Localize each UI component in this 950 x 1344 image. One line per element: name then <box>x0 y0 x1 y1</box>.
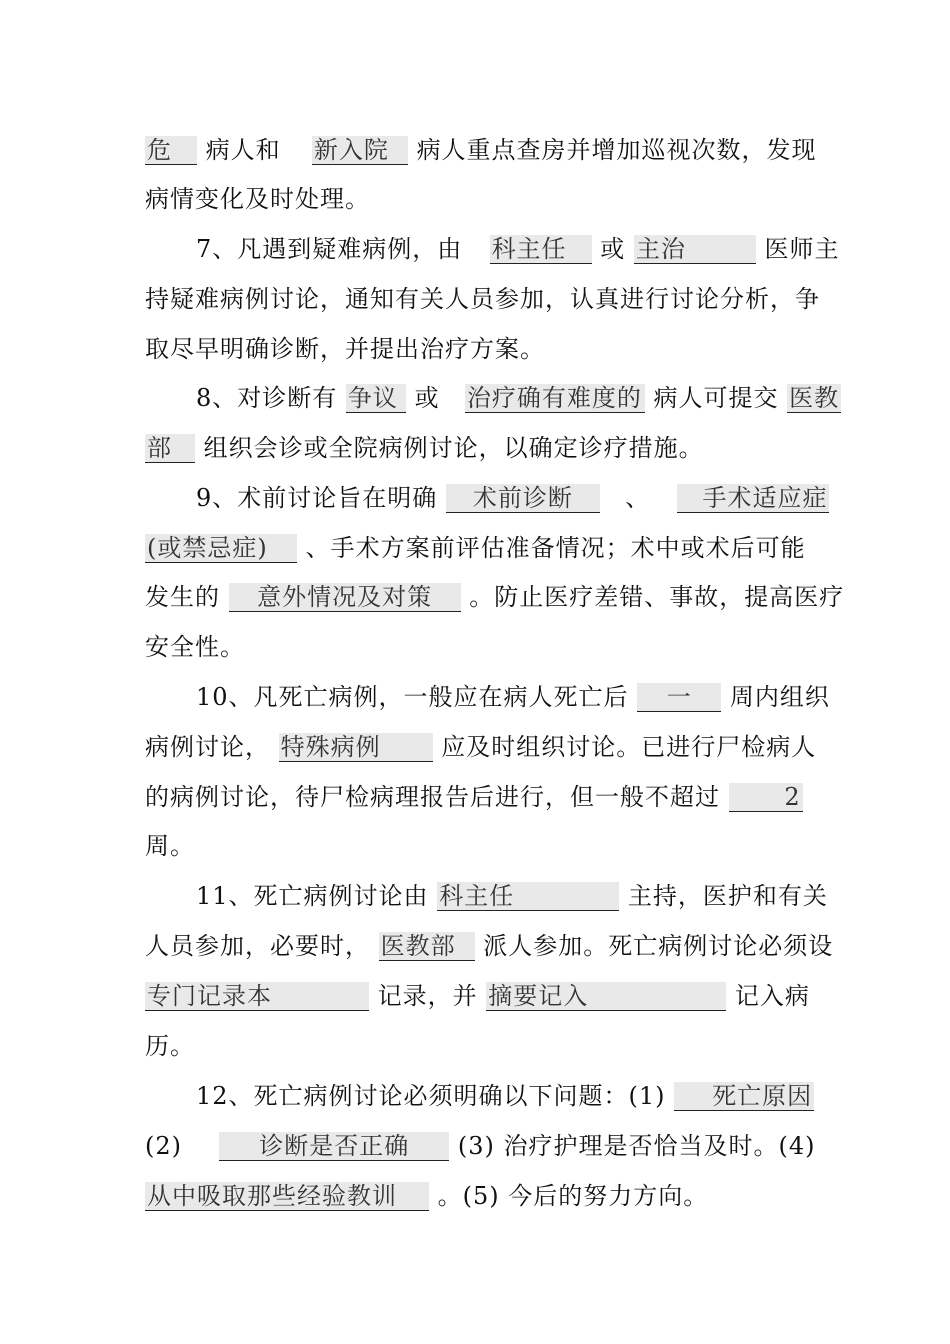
p6-line2: 病情变化及时处理。 <box>145 185 370 213</box>
p11-line3 <box>145 979 950 1013</box>
text: 12、死亡病例讨论必须明确以下问题：(1) <box>196 1082 666 1110</box>
text: 组织会诊或全院病例讨论，以确定诊疗措施。 <box>203 434 704 462</box>
text: 或 <box>600 235 626 263</box>
fill-blank: 特殊病例 <box>279 733 433 762</box>
p9-line4: 安全性。 <box>145 633 245 661</box>
p8-line2 <box>145 431 950 465</box>
text: 9、术前讨论旨在明确 <box>196 484 438 512</box>
text: 、 <box>625 484 651 512</box>
fill-blank: 死亡原因 <box>674 1082 814 1111</box>
text: 周内组织 <box>729 683 830 711</box>
text: 病人和 <box>205 136 281 164</box>
fill-blank: 2 <box>729 783 803 812</box>
fill-blank: 手术适应症 <box>677 484 829 513</box>
text: 人员参加，必要时， <box>145 932 370 960</box>
fill-blank: 新入院 <box>312 136 408 165</box>
p10-line1 <box>196 680 950 714</box>
fill-blank: 一 <box>637 683 721 712</box>
text: 的病例讨论，待尸检病理报告后进行，但一般不超过 <box>145 783 720 811</box>
text: 。防止医疗差错、事故，提高医疗 <box>469 583 845 611</box>
text: 主持，医护和有关 <box>627 882 828 910</box>
p11-line4: 历。 <box>145 1032 195 1060</box>
fill-blank: 治疗确有难度的 <box>465 384 645 413</box>
text: 或 <box>414 384 440 412</box>
fill-blank: 部 <box>145 434 195 463</box>
p12-line2 <box>145 1129 950 1163</box>
p12-line3 <box>145 1179 950 1213</box>
p10-line4: 周。 <box>145 832 195 860</box>
p11-line1 <box>196 879 950 913</box>
text: 派人参加。死亡病例讨论必须设 <box>483 932 834 960</box>
text: 11、死亡病例讨论由 <box>196 882 429 910</box>
text: 。(5) 今后的努力方向。 <box>437 1182 709 1210</box>
p7-line2: 持疑难病例讨论，通知有关人员参加，认真进行讨论分析，争 <box>145 285 820 313</box>
text: 8、对诊断有 <box>196 384 338 412</box>
p6-line1 <box>145 133 950 167</box>
fill-blank: 专门记录本 <box>145 982 369 1011</box>
fill-blank: 医教 <box>789 384 840 412</box>
text: 病例讨论， <box>145 733 270 761</box>
text: 、手术方案前评估准备情况；术中或术后可能 <box>305 534 806 562</box>
p11-line2 <box>145 929 950 963</box>
text: 记入病 <box>734 982 810 1010</box>
text: (3) 治疗护理是否恰当及时。(4) <box>457 1132 816 1160</box>
p9-line3 <box>145 580 950 614</box>
fill-blank: 医教部 <box>379 932 475 961</box>
p8-line1 <box>196 381 950 415</box>
text: 病人可提交 <box>653 384 779 412</box>
p10-line3 <box>145 780 950 814</box>
fill-blank: 主治 <box>634 235 756 264</box>
text: 医师主 <box>764 235 840 263</box>
p9-line2 <box>145 531 950 565</box>
text: 发生的 <box>145 583 220 611</box>
fill-blank: (或禁忌症) <box>145 534 297 563</box>
fill-blank: 意外情况及对策 <box>229 583 461 612</box>
fill-blank: 从中吸取那些经验教训 <box>145 1182 429 1211</box>
text: 记录，并 <box>377 982 478 1010</box>
fill-blank: 科主任 <box>437 882 619 911</box>
p7-line1 <box>196 232 950 266</box>
fill-blank: 诊断是否正确 <box>219 1132 449 1161</box>
fill-blank: 争议 <box>346 384 406 413</box>
p12-line1 <box>196 1079 950 1113</box>
text: 10、凡死亡病例，一般应在病人死亡后 <box>196 683 629 711</box>
text: 7、凡遇到疑难病例，由 <box>196 235 463 263</box>
fill-blank: 危 <box>145 136 197 165</box>
text: 应及时组织讨论。已进行尸检病人 <box>441 733 817 761</box>
fill-blank: 摘要记入 <box>486 982 726 1011</box>
p9-line1 <box>196 481 950 515</box>
fill-blank: 术前诊断 <box>446 484 600 513</box>
text: (2) <box>145 1132 182 1160</box>
text: 病人重点查房并增加巡视次数，发现 <box>416 136 817 164</box>
p7-line3: 取尽早明确诊断，并提出治疗方案。 <box>145 335 545 363</box>
fill-blank: 科主任 <box>490 235 592 264</box>
p10-line2 <box>145 730 950 764</box>
